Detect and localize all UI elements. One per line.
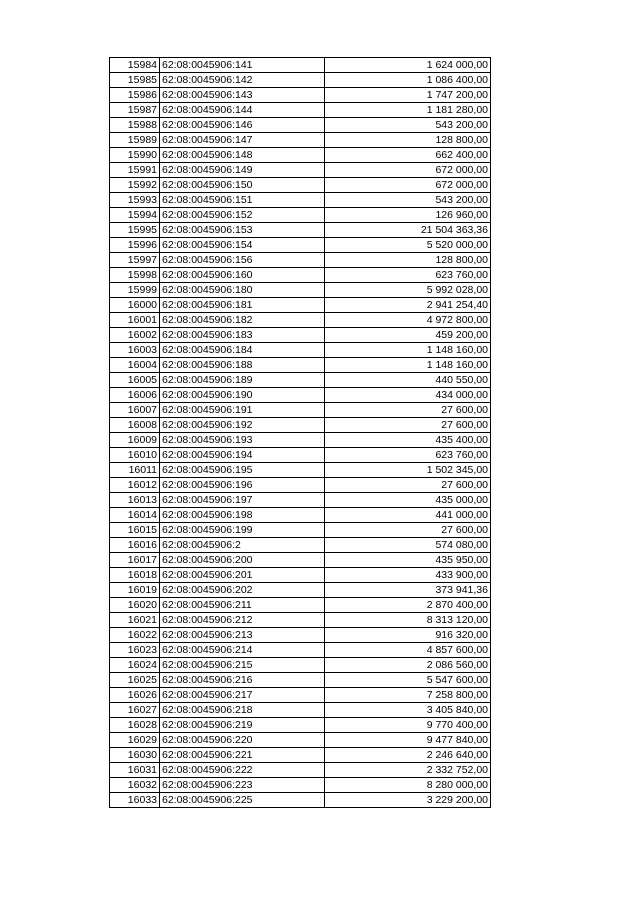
row-number: 15986	[110, 88, 160, 103]
cadastral-value: 435 400,00	[325, 433, 491, 448]
cadastral-value: 7 258 800,00	[325, 688, 491, 703]
cadastral-number: 62:08:0045906:217	[160, 688, 325, 703]
row-number: 15988	[110, 118, 160, 133]
table-row	[110, 133, 491, 148]
row-number: 16013	[110, 493, 160, 508]
row-number: 16008	[110, 418, 160, 433]
cadastral-value: 1 148 160,00	[325, 358, 491, 373]
row-number: 15990	[110, 148, 160, 163]
table-row	[110, 343, 491, 358]
row-number: 15992	[110, 178, 160, 193]
cadastral-number: 62:08:0045906:144	[160, 103, 325, 118]
row-number: 15985	[110, 73, 160, 88]
table-row	[110, 433, 491, 448]
cadastral-number: 62:08:0045906:216	[160, 673, 325, 688]
cadastral-number: 62:08:0045906:156	[160, 253, 325, 268]
table-row	[110, 598, 491, 613]
cadastral-value: 27 600,00	[325, 478, 491, 493]
table-row	[110, 643, 491, 658]
cadastral-number: 62:08:0045906:143	[160, 88, 325, 103]
table-row	[110, 613, 491, 628]
cadastral-value: 441 000,00	[325, 508, 491, 523]
cadastral-value: 126 960,00	[325, 208, 491, 223]
cadastral-value: 672 000,00	[325, 163, 491, 178]
table-row	[110, 358, 491, 373]
cadastral-value: 27 600,00	[325, 418, 491, 433]
cadastral-value: 5 992 028,00	[325, 283, 491, 298]
row-number: 16032	[110, 778, 160, 793]
table-row	[110, 283, 491, 298]
table-row	[110, 268, 491, 283]
row-number: 16009	[110, 433, 160, 448]
cadastral-number: 62:08:0045906:154	[160, 238, 325, 253]
cadastral-value: 435 950,00	[325, 553, 491, 568]
table-row	[110, 238, 491, 253]
table-row	[110, 373, 491, 388]
cadastral-number: 62:08:0045906:2	[160, 538, 325, 553]
cadastral-number: 62:08:0045906:225	[160, 793, 325, 808]
table-row	[110, 658, 491, 673]
cadastral-value: 373 941,36	[325, 583, 491, 598]
cadastral-value: 623 760,00	[325, 448, 491, 463]
table-row	[110, 793, 491, 808]
row-number: 16003	[110, 343, 160, 358]
table-row	[110, 628, 491, 643]
cadastral-value: 2 246 640,00	[325, 748, 491, 763]
row-number: 16027	[110, 703, 160, 718]
table-row	[110, 208, 491, 223]
cadastral-number: 62:08:0045906:213	[160, 628, 325, 643]
table-row	[110, 688, 491, 703]
cadastral-value: 435 000,00	[325, 493, 491, 508]
cadastral-value: 2 086 560,00	[325, 658, 491, 673]
cadastral-number: 62:08:0045906:180	[160, 283, 325, 298]
table-row	[110, 223, 491, 238]
cadastral-number: 62:08:0045906:148	[160, 148, 325, 163]
table-row	[110, 88, 491, 103]
row-number: 15994	[110, 208, 160, 223]
row-number: 15987	[110, 103, 160, 118]
row-number: 16011	[110, 463, 160, 478]
table-row	[110, 763, 491, 778]
cadastral-number: 62:08:0045906:160	[160, 268, 325, 283]
cadastral-value: 4 972 800,00	[325, 313, 491, 328]
cadastral-value: 1 086 400,00	[325, 73, 491, 88]
row-number: 15997	[110, 253, 160, 268]
row-number: 16022	[110, 628, 160, 643]
table-row	[110, 583, 491, 598]
row-number: 16025	[110, 673, 160, 688]
cadastral-value: 5 520 000,00	[325, 238, 491, 253]
cadastral-number: 62:08:0045906:190	[160, 388, 325, 403]
table-row	[110, 178, 491, 193]
table-row	[110, 328, 491, 343]
cadastral-value: 8 313 120,00	[325, 613, 491, 628]
row-number: 16014	[110, 508, 160, 523]
row-number: 15989	[110, 133, 160, 148]
cadastral-number: 62:08:0045906:150	[160, 178, 325, 193]
cadastral-value: 1 747 200,00	[325, 88, 491, 103]
row-number: 16024	[110, 658, 160, 673]
row-number: 16002	[110, 328, 160, 343]
cadastral-value: 21 504 363,36	[325, 223, 491, 238]
cadastral-value: 3 229 200,00	[325, 793, 491, 808]
cadastral-number: 62:08:0045906:196	[160, 478, 325, 493]
row-number: 16031	[110, 763, 160, 778]
row-number: 15998	[110, 268, 160, 283]
cadastral-value: 662 400,00	[325, 148, 491, 163]
table-row	[110, 193, 491, 208]
cadastral-value: 433 900,00	[325, 568, 491, 583]
cadastral-number: 62:08:0045906:211	[160, 598, 325, 613]
table-row	[110, 718, 491, 733]
cadastral-number: 62:08:0045906:193	[160, 433, 325, 448]
cadastral-number: 62:08:0045906:220	[160, 733, 325, 748]
row-number: 15995	[110, 223, 160, 238]
cadastral-number: 62:08:0045906:188	[160, 358, 325, 373]
table-row	[110, 163, 491, 178]
cadastral-value: 9 477 840,00	[325, 733, 491, 748]
cadastral-number: 62:08:0045906:198	[160, 508, 325, 523]
cadastral-number: 62:08:0045906:152	[160, 208, 325, 223]
cadastral-number: 62:08:0045906:146	[160, 118, 325, 133]
table-row	[110, 553, 491, 568]
table-row	[110, 778, 491, 793]
table-row	[110, 703, 491, 718]
table-row	[110, 568, 491, 583]
row-number: 16012	[110, 478, 160, 493]
table-row	[110, 508, 491, 523]
cadastral-number: 62:08:0045906:200	[160, 553, 325, 568]
table-row	[110, 733, 491, 748]
cadastral-value: 27 600,00	[325, 523, 491, 538]
row-number: 16021	[110, 613, 160, 628]
cadastral-number: 62:08:0045906:192	[160, 418, 325, 433]
cadastral-number: 62:08:0045906:151	[160, 193, 325, 208]
cadastral-value: 128 800,00	[325, 253, 491, 268]
row-number: 16033	[110, 793, 160, 808]
table-row	[110, 673, 491, 688]
data-table	[109, 57, 491, 808]
row-number: 16010	[110, 448, 160, 463]
row-number: 16030	[110, 748, 160, 763]
table-row	[110, 748, 491, 763]
cadastral-number: 62:08:0045906:194	[160, 448, 325, 463]
cadastral-number: 62:08:0045906:182	[160, 313, 325, 328]
cadastral-number: 62:08:0045906:215	[160, 658, 325, 673]
table-body	[110, 58, 491, 808]
table-row	[110, 253, 491, 268]
row-number: 16016	[110, 538, 160, 553]
row-number: 16004	[110, 358, 160, 373]
cadastral-number: 62:08:0045906:195	[160, 463, 325, 478]
cadastral-number: 62:08:0045906:218	[160, 703, 325, 718]
row-number: 16028	[110, 718, 160, 733]
table-row	[110, 148, 491, 163]
table-row	[110, 463, 491, 478]
row-number: 15991	[110, 163, 160, 178]
cadastral-number: 62:08:0045906:153	[160, 223, 325, 238]
table-row	[110, 103, 491, 118]
cadastral-number: 62:08:0045906:222	[160, 763, 325, 778]
cadastral-value: 5 547 600,00	[325, 673, 491, 688]
cadastral-number: 62:08:0045906:149	[160, 163, 325, 178]
cadastral-number: 62:08:0045906:202	[160, 583, 325, 598]
cadastral-value: 672 000,00	[325, 178, 491, 193]
cadastral-value: 543 200,00	[325, 118, 491, 133]
cadastral-value: 128 800,00	[325, 133, 491, 148]
cadastral-number: 62:08:0045906:184	[160, 343, 325, 358]
cadastral-number: 62:08:0045906:147	[160, 133, 325, 148]
row-number: 16000	[110, 298, 160, 313]
row-number: 16019	[110, 583, 160, 598]
table-row	[110, 73, 491, 88]
table-row	[110, 313, 491, 328]
cadastral-number: 62:08:0045906:141	[160, 58, 325, 73]
table-row	[110, 523, 491, 538]
cadastral-value: 2 332 752,00	[325, 763, 491, 778]
table-row	[110, 448, 491, 463]
cadastral-value: 1 502 345,00	[325, 463, 491, 478]
cadastral-value: 916 320,00	[325, 628, 491, 643]
table-row	[110, 493, 491, 508]
table-row	[110, 478, 491, 493]
cadastral-number: 62:08:0045906:183	[160, 328, 325, 343]
cadastral-number: 62:08:0045906:142	[160, 73, 325, 88]
row-number: 16015	[110, 523, 160, 538]
cadastral-value: 1 181 280,00	[325, 103, 491, 118]
cadastral-number: 62:08:0045906:191	[160, 403, 325, 418]
table-row	[110, 418, 491, 433]
cadastral-value: 2 870 400,00	[325, 598, 491, 613]
row-number: 16020	[110, 598, 160, 613]
cadastral-value: 27 600,00	[325, 403, 491, 418]
cadastral-value: 1 148 160,00	[325, 343, 491, 358]
cadastral-value: 8 280 000,00	[325, 778, 491, 793]
row-number: 16005	[110, 373, 160, 388]
table-row	[110, 298, 491, 313]
cadastral-number: 62:08:0045906:214	[160, 643, 325, 658]
cadastral-value: 440 550,00	[325, 373, 491, 388]
table-row	[110, 403, 491, 418]
cadastral-number: 62:08:0045906:223	[160, 778, 325, 793]
row-number: 16007	[110, 403, 160, 418]
cadastral-value: 623 760,00	[325, 268, 491, 283]
table-row	[110, 58, 491, 73]
row-number: 15984	[110, 58, 160, 73]
row-number: 15993	[110, 193, 160, 208]
table-row	[110, 388, 491, 403]
row-number: 15999	[110, 283, 160, 298]
cadastral-number: 62:08:0045906:199	[160, 523, 325, 538]
row-number: 16029	[110, 733, 160, 748]
cadastral-number: 62:08:0045906:221	[160, 748, 325, 763]
row-number: 16026	[110, 688, 160, 703]
cadastral-value: 543 200,00	[325, 193, 491, 208]
row-number: 16001	[110, 313, 160, 328]
cadastral-value: 3 405 840,00	[325, 703, 491, 718]
row-number: 16023	[110, 643, 160, 658]
cadastral-number: 62:08:0045906:201	[160, 568, 325, 583]
row-number: 16017	[110, 553, 160, 568]
cadastral-value: 4 857 600,00	[325, 643, 491, 658]
cadastral-value: 574 080,00	[325, 538, 491, 553]
table-row	[110, 538, 491, 553]
cadastral-number: 62:08:0045906:197	[160, 493, 325, 508]
cadastral-number: 62:08:0045906:189	[160, 373, 325, 388]
cadastral-value: 2 941 254,40	[325, 298, 491, 313]
cadastral-value: 434 000,00	[325, 388, 491, 403]
cadastral-number: 62:08:0045906:219	[160, 718, 325, 733]
cadastral-number: 62:08:0045906:212	[160, 613, 325, 628]
row-number: 16006	[110, 388, 160, 403]
row-number: 15996	[110, 238, 160, 253]
cadastral-number: 62:08:0045906:181	[160, 298, 325, 313]
cadastral-value: 1 624 000,00	[325, 58, 491, 73]
cadastral-value: 459 200,00	[325, 328, 491, 343]
cadastral-value: 9 770 400,00	[325, 718, 491, 733]
table-row	[110, 118, 491, 133]
row-number: 16018	[110, 568, 160, 583]
